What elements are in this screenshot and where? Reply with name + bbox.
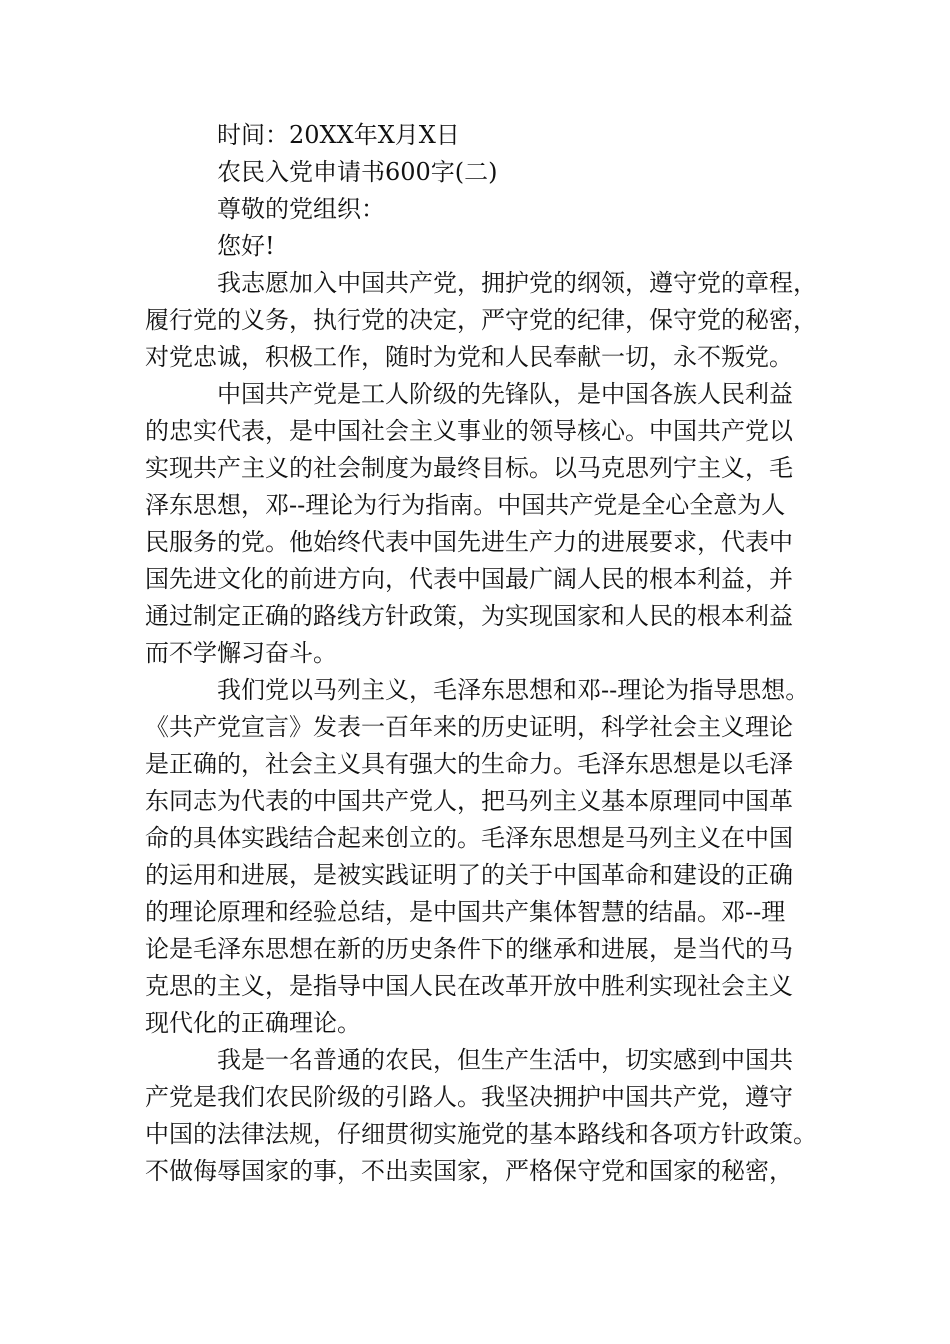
text-line: 中国的法律法规，仔细贯彻实施党的基本路线和各项方针政策。 bbox=[145, 1120, 817, 1148]
text-line: 实现共产主义的社会制度为最终目标。以马克思列宁主义，毛 bbox=[145, 454, 793, 482]
salutation: 尊敬的党组织： bbox=[217, 195, 385, 223]
text-line: 论是毛泽东思想在新的历史条件下的继承和进展，是当代的马 bbox=[145, 935, 793, 963]
text-line: 泽东思想，邓--理论为行为指南。中国共产党是全心全意为人 bbox=[145, 491, 786, 519]
text-line: 是正确的，社会主义具有强大的生命力。毛泽东思想是以毛泽 bbox=[145, 750, 793, 778]
text-line: 我志愿加入中国共产党，拥护党的纲领，遵守党的章程， bbox=[217, 269, 817, 297]
text-line: 的理论原理和经验总结，是中国共产集体智慧的结晶。邓--理 bbox=[145, 898, 786, 926]
text-line: 我是一名普通的农民，但生产生活中，切实感到中国共 bbox=[217, 1046, 793, 1074]
text-line: 通过制定正确的路线方针政策，为实现国家和人民的根本利益 bbox=[145, 602, 793, 630]
text-line: 克思的主义，是指导中国人民在改革开放中胜利实现社会主义 bbox=[145, 972, 793, 1000]
text-line: 东同志为代表的中国共产党人，把马列主义基本原理同中国革 bbox=[145, 787, 793, 815]
text-line: 对党忠诚，积极工作，随时为党和人民奉献一切，永不叛党。 bbox=[145, 343, 793, 371]
text-line: 产党是我们农民阶级的引路人。我坚决拥护中国共产党，遵守 bbox=[145, 1083, 793, 1111]
text-line: 而不学懈习奋斗。 bbox=[145, 639, 337, 667]
text-line: 现代化的正确理论。 bbox=[145, 1009, 361, 1037]
text-line: 不做侮辱国家的事，不出卖国家，严格保守党和国家的秘密， bbox=[145, 1157, 793, 1185]
greeting: 您好! bbox=[217, 232, 275, 260]
text-line: 履行党的义务，执行党的决定，严守党的纪律，保守党的秘密， bbox=[145, 306, 817, 334]
text-line: 的运用和进展，是被实践证明了的关于中国革命和建设的正确 bbox=[145, 861, 793, 889]
text-line: 国先进文化的前进方向，代表中国最广阔人民的根本利益，并 bbox=[145, 565, 793, 593]
text-line: 中国共产党是工人阶级的先锋队，是中国各族人民利益 bbox=[217, 380, 793, 408]
text-line: 民服务的党。他始终代表中国先进生产力的进展要求，代表中 bbox=[145, 528, 793, 556]
text-line: 命的具体实践结合起来创立的。毛泽东思想是马列主义在中国 bbox=[145, 824, 793, 852]
document-title: 农民入党申请书600字(二) bbox=[217, 158, 498, 186]
text-line: 的忠实代表，是中国社会主义事业的领导核心。中国共产党以 bbox=[145, 417, 793, 445]
text-line: 《共产党宣言》发表一百年来的历史证明，科学社会主义理论 bbox=[145, 713, 793, 741]
document-body bbox=[145, 117, 817, 1190]
date-line: 时间：20XX年X月X日 bbox=[217, 121, 460, 149]
text-line: 我们党以马列主义，毛泽东思想和邓--理论为指导思想。 bbox=[217, 676, 810, 704]
